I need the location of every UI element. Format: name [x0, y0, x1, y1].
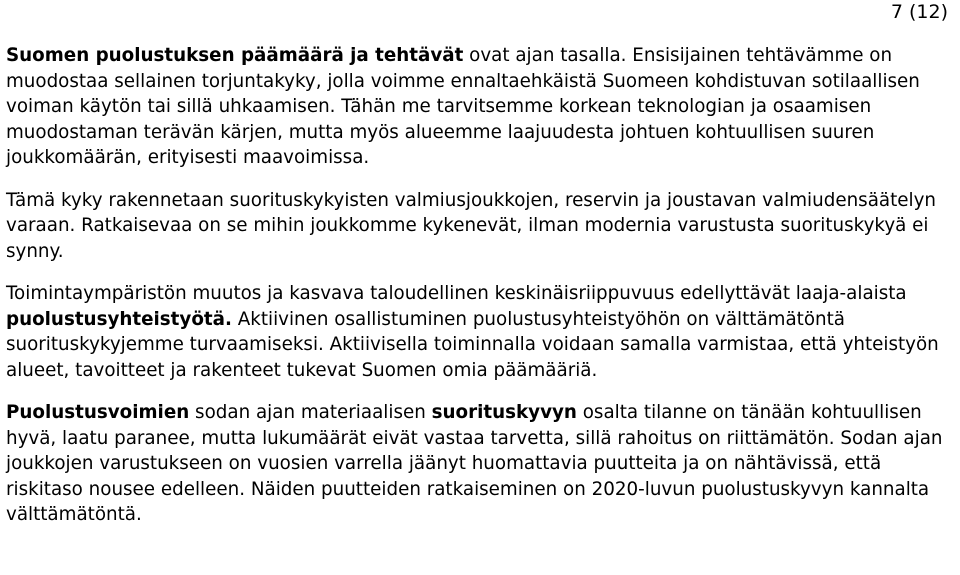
- page-number: 7 (12): [890, 1, 948, 23]
- paragraph-text: sodan ajan materiaalisen: [189, 402, 432, 423]
- bold-term-capability: suorituskyvyn: [431, 402, 577, 423]
- paragraph-capability: [6, 188, 954, 265]
- bold-term-cooperation: puolustusyhteistyötä.: [6, 308, 232, 330]
- document-body: [6, 43, 954, 545]
- paragraph-text: Aktiivinen osallistuminen puolustusyhteistyöhön on välttämätöntä suorituskykyjemme turvaamiseksi. Aktiivisella toiminnalla voidaan samalla varmistaa, että yhteistyön alueet, tavoitteet ja rakenteet tukevat Suomen omia päämääriä.: [6, 308, 939, 381]
- paragraph-text: osalta tilanne on tänään kohtuullisen hyvä, laatu paranee, mutta lukumäärät eivät vastaa tarvetta, sillä rahoitus on riittämätön. Sodan ajan joukkojen varustukseen on vuosien varrella jäänyt huomattavia puutteita ja on nähtävissä, että riskitaso nousee edelleen. Näiden puutteiden ratkaiseminen on 2020-luvun puolustuskyvyn kannalta välttämätöntä.: [6, 402, 943, 525]
- bold-heading-goals: Suomen puolustuksen päämäärä ja tehtävät: [6, 45, 464, 66]
- paragraph-defence-forces: [6, 400, 954, 528]
- paragraph-goals: [6, 43, 954, 171]
- paragraph-cooperation: [6, 281, 954, 383]
- paragraph-text: Tämä kyky rakennetaan suorituskykyisten valmiusjoukkojen, reservin ja joustavan valmiudensäätelyn varaan. Ratkaisevaa on se mihin joukkomme kykenevät, ilman modernia varustusta suorituskykyä ei synny.: [6, 189, 936, 262]
- paragraph-text: ovat ajan tasalla. Ensisijainen tehtävämme on muodostaa sellainen torjuntakyky, jolla voimme ennaltaehkäistä Suomeen kohdistuvan sotilaallisen voiman käytön tai sillä uhkaamisen. Tähän me tarvitsemme korkean teknologian ja osaamisen muodostaman terävän kärjen, mutta myös alueemme laajuudesta johtuen kohtuullisen suuren joukkomäärän, erityisesti maavoimissa.: [6, 45, 920, 168]
- paragraph-text: Toimintaympäristön muutos ja kasvava taloudellinen keskinäisriippuvuus edellyttävät laaja-alaista: [6, 283, 907, 304]
- bold-term-defence-forces: Puolustusvoimien: [6, 402, 190, 423]
